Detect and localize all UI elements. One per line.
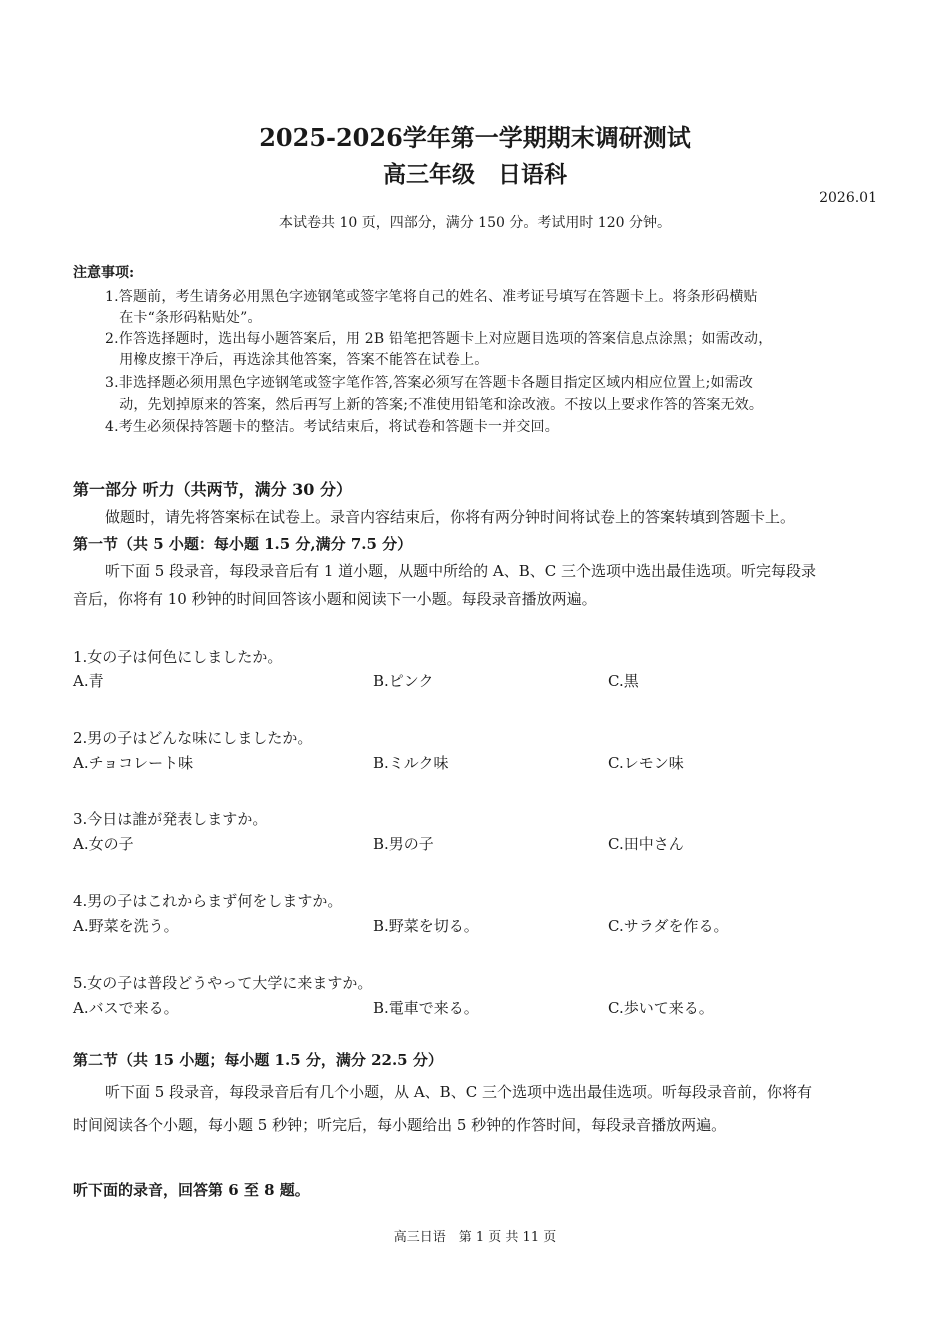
option-a: A.チョコレート味 <box>73 754 194 772</box>
question-1: 1.女の子は何色にしましたか。 <box>73 648 283 666</box>
section1-instruction: 音后，你将有 10 秒钟的时间回答该小题和阅读下一小题。每段录音播放两遍。 <box>73 590 597 608</box>
option-c: C.田中さん <box>608 835 684 853</box>
section2-title: 第二节（共 15 小题；每小题 1.5 分，满分 22.5 分） <box>73 1051 443 1069</box>
exam-subtitle: 高三年级 日语科 <box>383 161 567 188</box>
notice-line: 2.作答选择题时，选出每小题答案后，用 2B 铅笔把答题卡上对应题目选项的答案信息点涂黑；如需改动， <box>105 331 773 347</box>
part1-title: 第一部分 听力（共两节，满分 30 分） <box>73 480 352 499</box>
option-a: A.女の子 <box>73 835 134 853</box>
notice-line: 1.答题前，考生请务必用黑色字迹钢笔或签字笔将自己的姓名、准考证号填写在答题卡上。将条形码横贴 <box>105 289 758 305</box>
question-2: 2.男の子はどんな味にしましたか。 <box>73 729 313 747</box>
notice-line: 动，先划掉原来的答案，然后再写上新的答案;不准使用铅笔和涂改液。不按以上要求作答的答案无效。 <box>105 397 764 413</box>
section2-instruction: 时间阅读各个小题，每小题 5 秒钟；听完后，每小题给出 5 秒钟的作答时间，每段录音播放两遍。 <box>73 1116 727 1134</box>
notice-line: 4.考生必须保持答题卡的整洁。考试结束后，将试卷和答题卡一并交回。 <box>105 419 559 435</box>
page-footer: 高三日语 第 1 页 共 11 页 <box>393 1230 557 1245</box>
option-b: B.ミルク味 <box>373 754 449 772</box>
option-b: B.電車で来る。 <box>373 999 479 1017</box>
option-b: B.男の子 <box>373 835 434 853</box>
exam-intro: 本试卷共 10 页，四部分，满分 150 分。考试用时 120 分钟。 <box>279 215 671 231</box>
option-b: B.野菜を切る。 <box>373 917 479 935</box>
section1-title: 第一节（共 5 小题：每小题 1.5 分,满分 7.5 分） <box>73 535 413 553</box>
question-3: 3.今日は誰が発表しますか。 <box>73 810 268 828</box>
option-a: A.バスで来る。 <box>73 999 179 1017</box>
section2-instruction: 听下面 5 段录音，每段录音后有几个小题，从 A、B、C 三个选项中选出最佳选项。听每段录音前，你将有 <box>105 1083 812 1101</box>
option-a: A.野菜を洗う。 <box>73 917 179 935</box>
notice-heading: 注意事项: <box>73 265 135 281</box>
notice-line: 在卡“条形码粘贴处”。 <box>105 310 262 326</box>
option-c: C.レモン味 <box>608 754 684 772</box>
listen-prompt: 听下面的录音，回答第 6 至 8 题。 <box>73 1181 310 1199</box>
option-c: C.黒 <box>608 672 639 690</box>
exam-title: 2025-2026学年第一学期期末调研测试 <box>259 123 691 152</box>
part1-instruction: 做题时，请先将答案标在试卷上。录音内容结束后，你将有两分钟时间将试卷上的答案转填到答题卡上。 <box>105 508 796 526</box>
exam-date: 2026.01 <box>819 190 877 206</box>
question-5: 5.女の子は普段どうやって大学に来ますか。 <box>73 974 373 992</box>
notice-line: 用橡皮擦干净后，再选涂其他答案，答案不能答在试卷上。 <box>105 352 489 368</box>
option-c: C.歩いて来る。 <box>608 999 714 1017</box>
option-c: C.サラダを作る。 <box>608 917 729 935</box>
question-4: 4.男の子はこれからまず何をしますか。 <box>73 892 343 910</box>
section1-instruction: 听下面 5 段录音，每段录音后有 1 道小题，从题中所给的 A、B、C 三个选项中选出最佳选项。听完每段录 <box>105 562 817 580</box>
notice-line: 3.非选择题必须用黑色字迹钢笔或签字笔作答,答案必须写在答题卡各题目指定区域内相应位置上;如需改 <box>105 375 754 391</box>
option-a: A.青 <box>73 672 104 690</box>
option-b: B.ピンク <box>373 672 434 690</box>
